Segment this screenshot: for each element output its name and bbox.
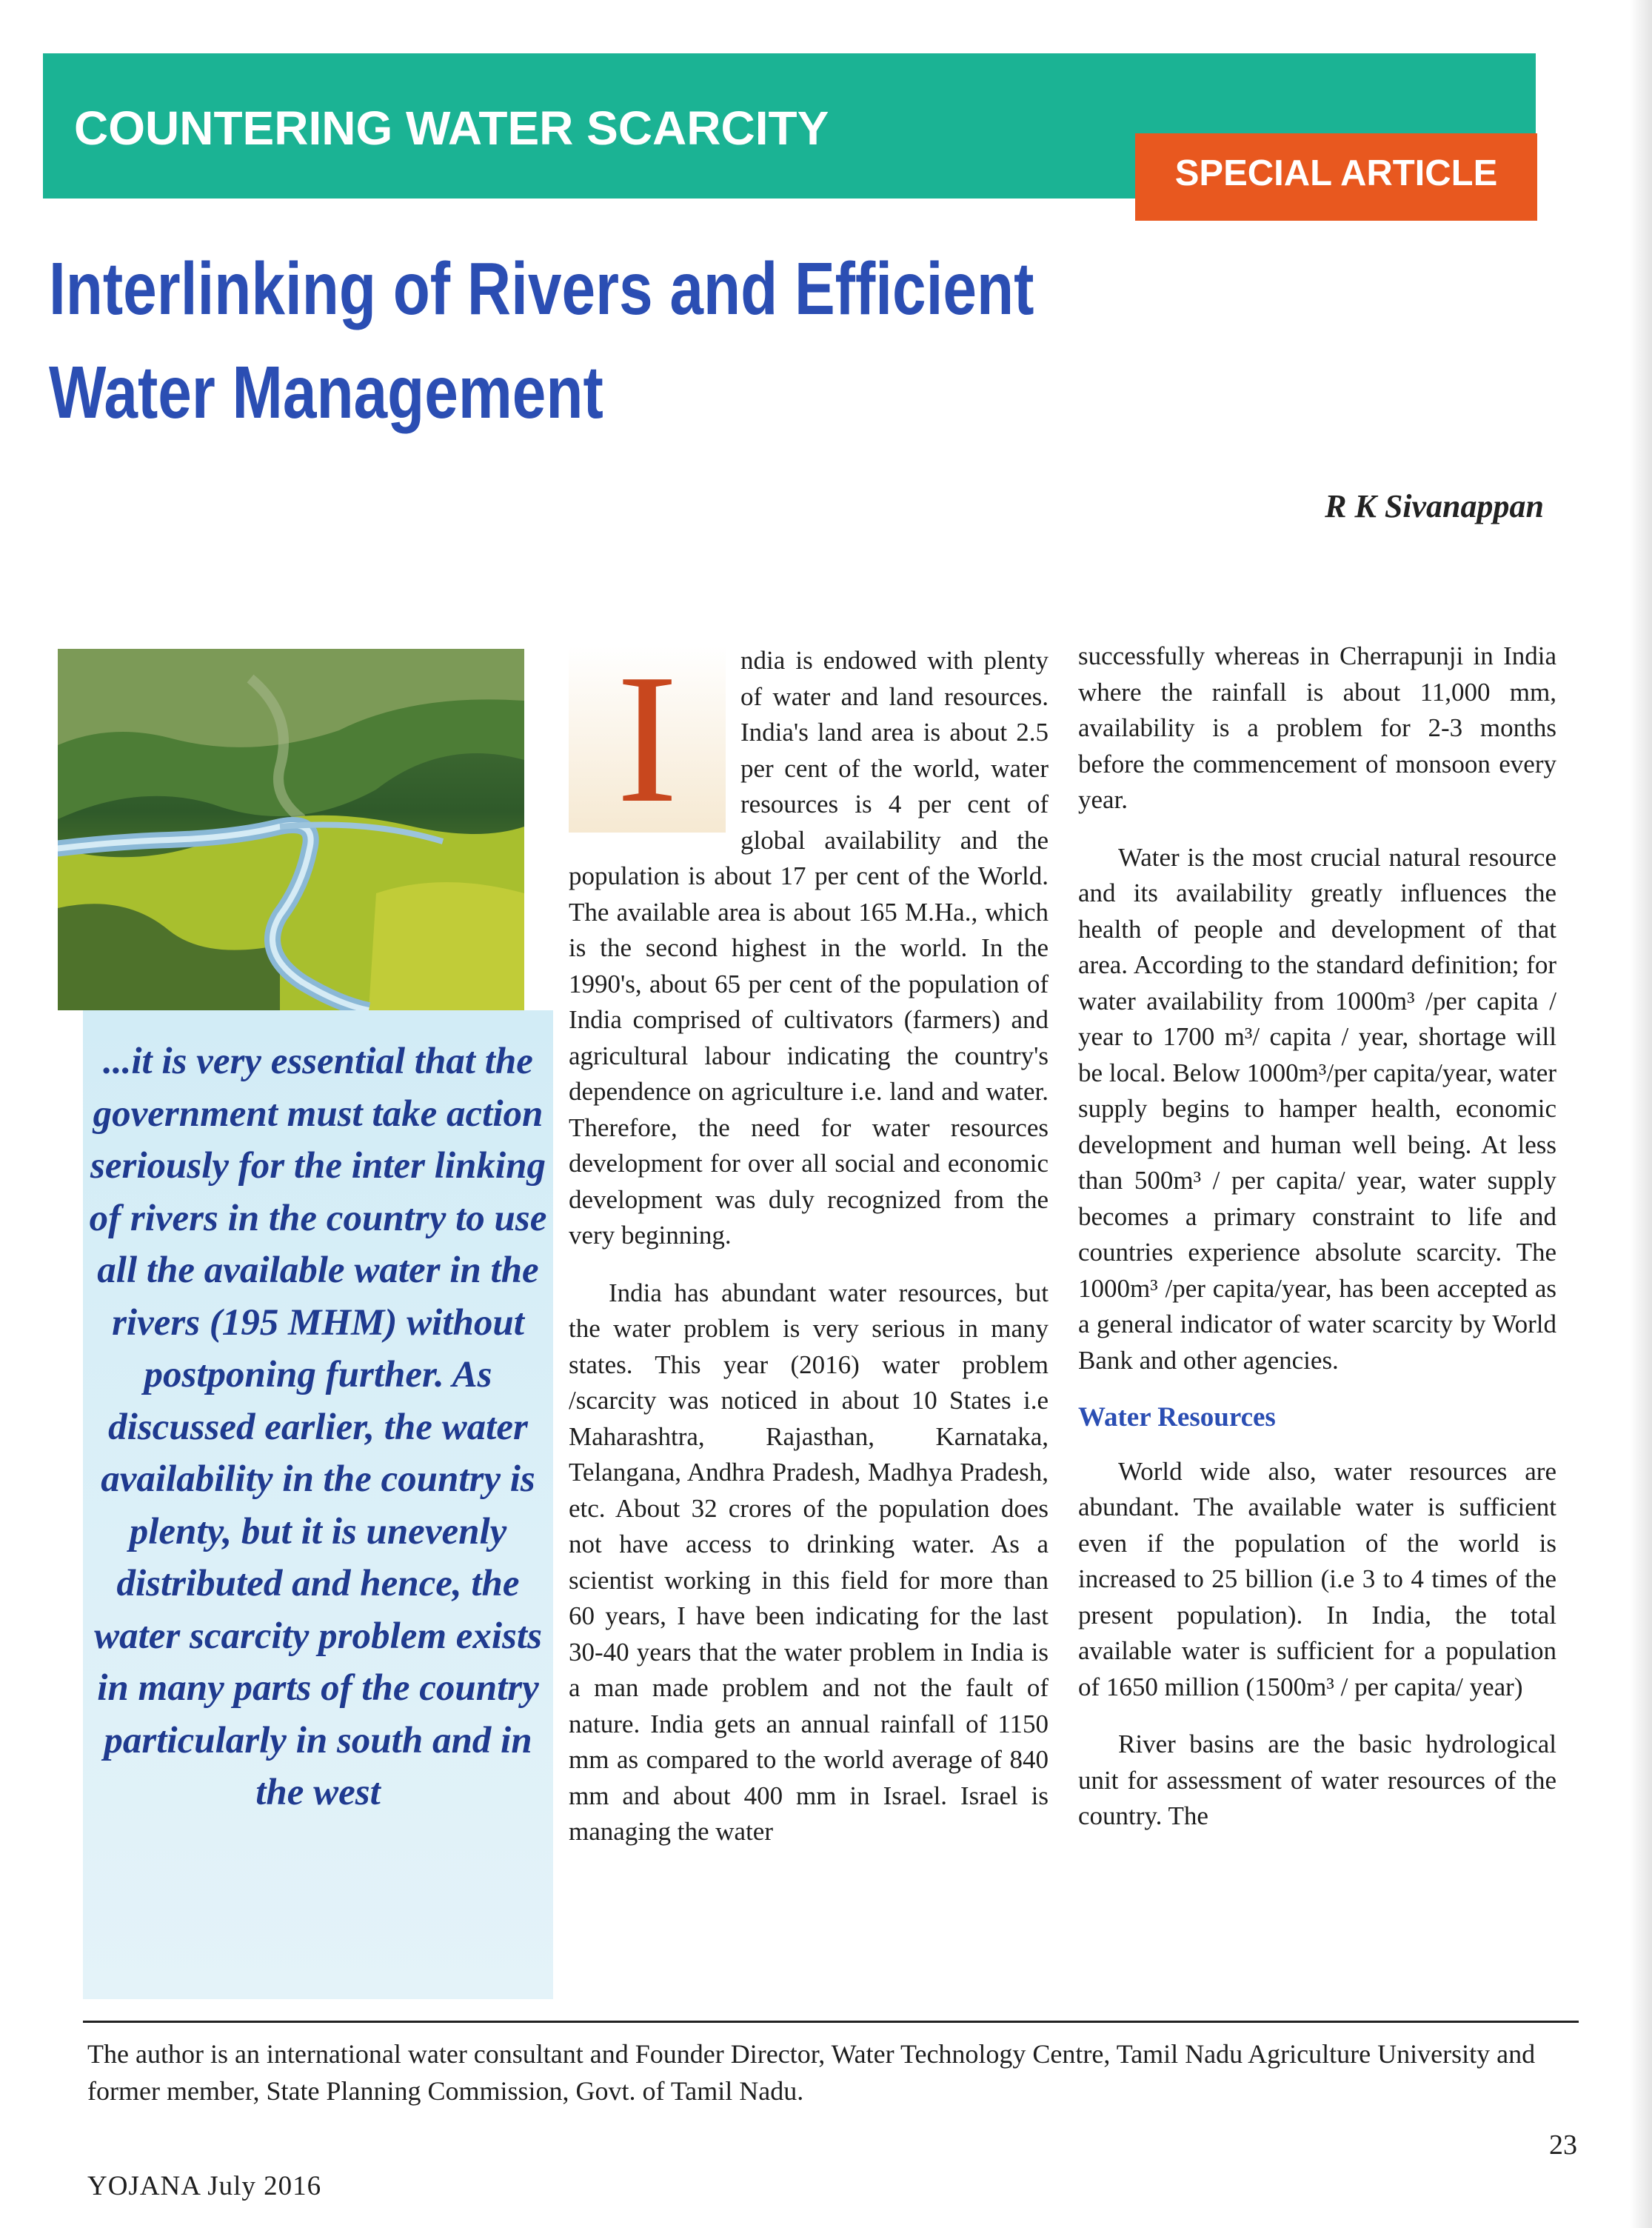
body-column-middle [569,636,1049,1872]
paragraph-continued: successfully whereas in Cherrapunji in India where the rainfall is about 11,000 mm, availability is a problem for 2-3 months before the commencement of monsoon every year. [1078,641,1556,814]
page-number: 23 [1549,2129,1577,2161]
river-aerial-photo [58,649,524,1010]
footnote-divider [83,2021,1579,2023]
page-edge-shadow [1630,0,1652,2228]
paragraph-natural-resource: Water is the most crucial natural resource and its availability greatly influences the health of people and development of that area. According to the standard definition; for water availability from 1000m³ /per capita / year to 1700 m³/ capita / year, shortage will be local. Below 1000m³/per capita/year, water supply begins to hamper health, economic development and human well being. At less than 500m³ / per capita/ year, water supply becomes a primary constraint to life and countries experience absolute scarcity. The 1000m³ /per capita/year, has been accepted as a general indicator of water scarcity by World Bank and other agencies. [1078,842,1556,1375]
paragraph-world-resources: World wide also, water resources are abundant. The available water is sufficient even if the population of the world is increased to 25 billion (i.e 3 to 4 times of the present population). In India, the total available water is sufficient for a population of 1650 million (1500m³ / per capita/ year) [1078,1456,1556,1701]
author-byline: R K Sivanappan [1325,488,1544,524]
author-footnote: The author is an international water consultant and Founder Director, Water Technology Centre, Tamil Nadu Agriculture University and former member, State Planning Commission, Govt. of Tamil Nadu. [87,2039,1536,2106]
paragraph-river-basins: River basins are the basic hydrological unit for assessment of water resources of the country. The [1078,1730,1556,1830]
special-article-label: SPECIAL ARTICLE [1174,153,1498,193]
section-title: COUNTERING WATER SCARCITY [74,101,829,155]
pull-quote: ...it is very essential that the government must take action seriously for the inter linking of rivers in the country to use all the available water in the rivers (195 MHM) without postponing further. As discussed earlier, the water availability in the country is plenty, but it is unevenly distributed and hence, the water scarcity problem exists in many parts of the country particularly in south and in the west [89,1041,547,1813]
subheading-water-resources: Water Resources [1078,1402,1276,1432]
article-title: Interlinking of Rivers and Efficient Water Management [49,247,1034,434]
drop-cap: I [569,646,726,833]
body-column-right [1078,638,1556,1856]
paragraph-water-problem: India has abundant water resources, but the water problem is very serious in many states. This year (2016) water problem /scarcity was noticed in about 10 States i.e Maharashtra, Rajasthan, Karnataka, Telangana, Andhra Pradesh, Madhya Pradesh, etc. About 32 crores of the population does not have access to drinking water. As a scientist working in this field for more than 60 years, I have been indicating for the last 30-40 years that the water problem in India is a man made problem and not the fault of nature. India gets an annual rainfall of 1150 mm as compared to the world average of 840 mm and about 400 mm in Israel. Israel is managing the water [569,1278,1049,1846]
publication-footer: YOJANA July 2016 [87,2171,322,2201]
paragraph-intro: ndia is endowed with plenty of water and land resources. India's land area is about 2.5 per cent of the world, water resources is 4 per cent of global availability and the population is about 17 per cent of the World. The available area is about 165 M.Ha., which is the second highest in the world. In the 1990's, about 65 per cent of the population of India comprised of cultivators (farmers) and agricultural labour indicating the country's dependence on agriculture i.e. land and water. Therefore, the need for water resources development for over all social and economic development was duly recognized from the very beginning. [569,646,1049,1250]
